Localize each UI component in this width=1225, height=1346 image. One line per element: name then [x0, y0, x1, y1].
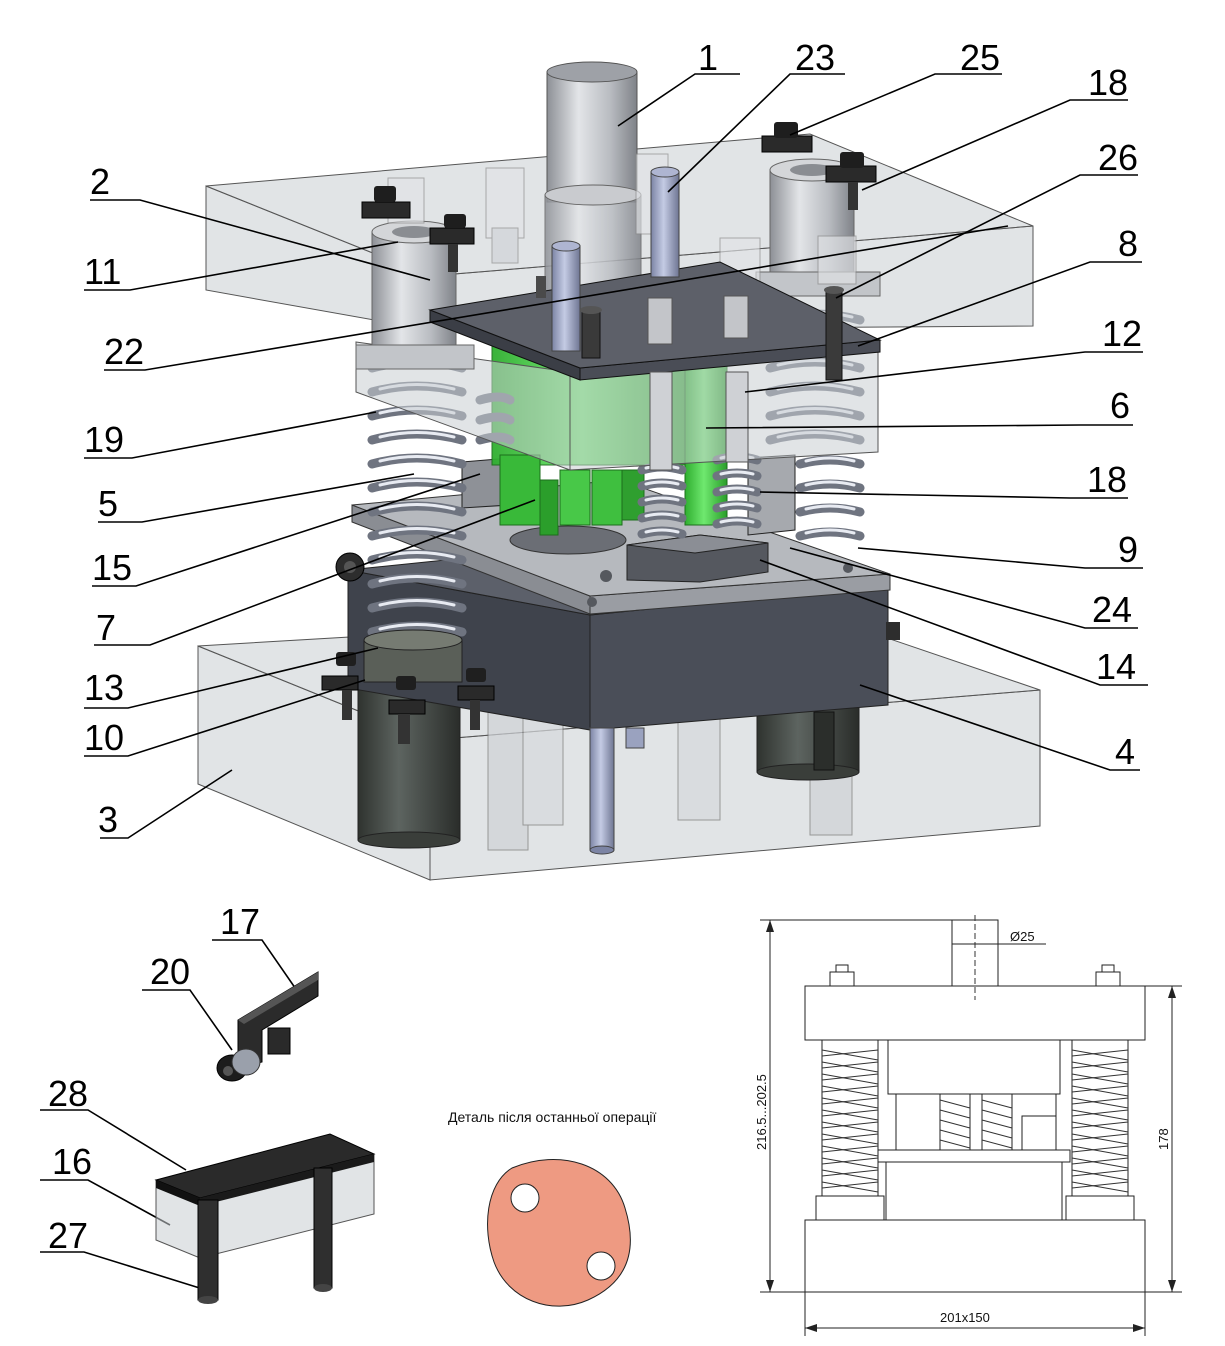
callout-7: 7 [96, 607, 117, 648]
callout-27: 27 [48, 1215, 89, 1256]
callout-24: 24 [1092, 589, 1133, 630]
callout-12: 12 [1102, 313, 1143, 354]
callout-3: 3 [98, 799, 119, 840]
drawing-left-spring [816, 1040, 884, 1220]
callout-18-mid: 18 [1087, 459, 1128, 500]
dim-height-range: 216.5...202.5 [754, 1074, 769, 1150]
callout-2: 2 [90, 161, 111, 202]
callout-13: 13 [84, 667, 125, 708]
finished-part-detail [448, 1109, 657, 1306]
main-assembly [198, 62, 1040, 880]
technical-drawing [754, 915, 1182, 1336]
callout-4: 4 [1115, 731, 1136, 772]
callout-15: 15 [92, 547, 133, 588]
callout-9: 9 [1118, 529, 1139, 570]
callout-25: 25 [960, 37, 1001, 78]
callout-22: 22 [104, 331, 145, 372]
dim-diameter: Ø25 [1010, 929, 1035, 944]
side-screw [336, 553, 364, 581]
dim-height-178: 178 [1156, 1128, 1171, 1150]
dim-width: 201x150 [940, 1310, 990, 1325]
front-stop-block [627, 535, 768, 582]
left-spring-collar [364, 630, 462, 682]
callout-18-top: 18 [1088, 62, 1129, 103]
callout-17: 17 [220, 901, 261, 942]
callout-5: 5 [98, 483, 119, 524]
drawing-right-spring [1066, 1040, 1134, 1220]
callout-6: 6 [1110, 385, 1131, 426]
callout-19: 19 [84, 419, 125, 460]
part-caption: Деталь після останньої операції [448, 1109, 657, 1125]
callout-23: 23 [795, 37, 836, 78]
callout-16: 16 [52, 1141, 93, 1182]
right-side-screw [886, 622, 900, 640]
callout-8: 8 [1118, 223, 1139, 264]
callout-10: 10 [84, 717, 125, 758]
stripper-bar-detail [40, 1110, 374, 1304]
callout-14: 14 [1096, 646, 1137, 687]
callout-20: 20 [150, 951, 191, 992]
callout-11: 11 [84, 251, 122, 292]
callout-28: 28 [48, 1073, 89, 1114]
finished-part-shape [488, 1159, 631, 1306]
callout-26: 26 [1098, 137, 1139, 178]
callout-1: 1 [698, 37, 719, 78]
